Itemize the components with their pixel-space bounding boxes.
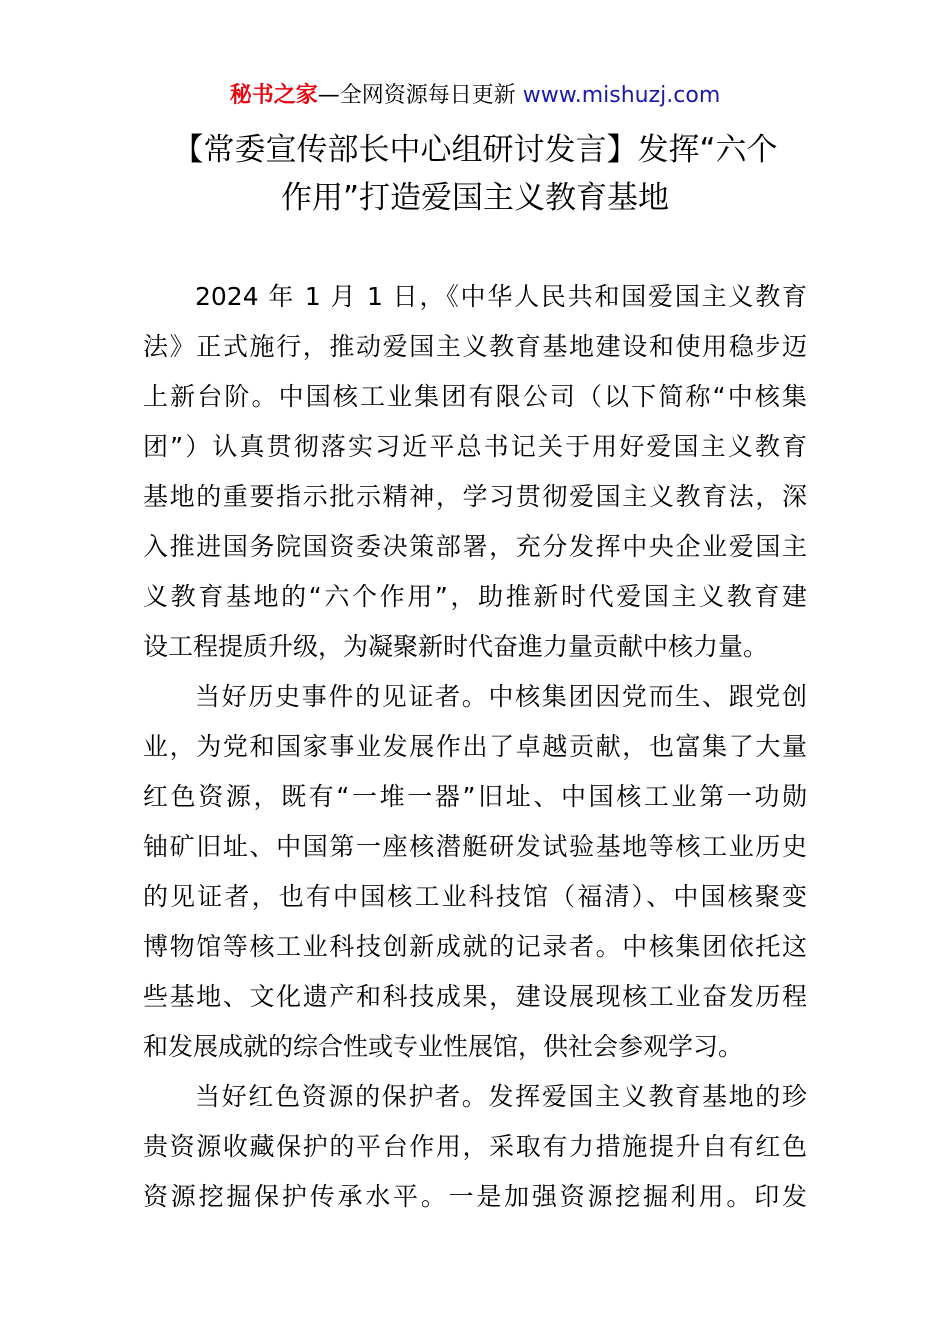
paragraph-line: 上新台阶。中国核工业集团有限公司（以下简称“中核集 [143,382,807,411]
paragraph-line: 当好历史事件的见证者。中核集团因党而生、跟党创 [195,682,807,711]
paragraph-line: 业，为党和国家事业发展作出了卓越贡献，也富集了大量 [143,732,807,761]
site-header [0,80,950,112]
paragraph-line: 和发展成就的综合性或专业性展馆，供社会参观学习。 [143,1032,744,1061]
paragraph-line: 博物馆等核工业科技创新成就的记录者。中核集团依托这 [143,932,807,961]
title-line: 【常委宣传部长中心组研讨发言】发挥“六个 [172,132,778,168]
brand-name: 秘书之家 [229,83,318,108]
paragraph [143,672,807,1072]
paragraph [143,1072,807,1222]
title-line: 作用”打造爱国主义教育基地 [280,180,670,216]
brand-url-link[interactable]: www.mishuzj.com [522,83,721,108]
document-body [143,272,807,1222]
paragraph-line: 义教育基地的“六个作用”，助推新时代爱国主义教育建 [143,582,807,611]
paragraph-line: 设工程提质升级，为凝聚新时代奋進力量贡献中核力量。 [143,632,769,661]
paragraph-line: 入推进国务院国资委决策部署，充分发挥中央企业爱国主 [143,532,807,561]
document-title [140,126,810,222]
paragraph-line: 的见证者，也有中国核工业科技馆（福清）、中国核聚变 [143,882,807,911]
paragraph-line: 些基地、文化遗产和科技成果，建设展现核工业奋发历程 [143,982,807,1011]
paragraph [143,272,807,672]
paragraph-line: 2024 年 1 月 1 日，《中华人民共和国爱国主义教育 [195,282,807,311]
brand-tagline: —全网资源每日更新 [317,83,523,108]
paragraph-line: 当好红色资源的保护者。发挥爱国主义教育基地的珍 [195,1082,807,1111]
paragraph-line: 法》正式施行，推动爱国主义教育基地建设和使用稳步迈 [143,332,807,361]
paragraph-line: 团”）认真贯彻落实习近平总书记关于用好爱国主义教育 [143,432,807,461]
paragraph-line: 贵资源收藏保护的平台作用，采取有力措施提升自有红色 [143,1132,807,1161]
paragraph-line: 红色资源，既有“一堆一器”旧址、中国核工业第一功勋 [143,782,807,811]
paragraph-line: 基地的重要指示批示精神，学习贯彻爱国主义教育法，深 [143,482,807,511]
paragraph-line: 资源挖掘保护传承水平。一是加强资源挖掘利用。印发 [143,1182,807,1211]
paragraph-line: 铀矿旧址、中国第一座核潜艇研发试验基地等核工业历史 [143,832,807,861]
